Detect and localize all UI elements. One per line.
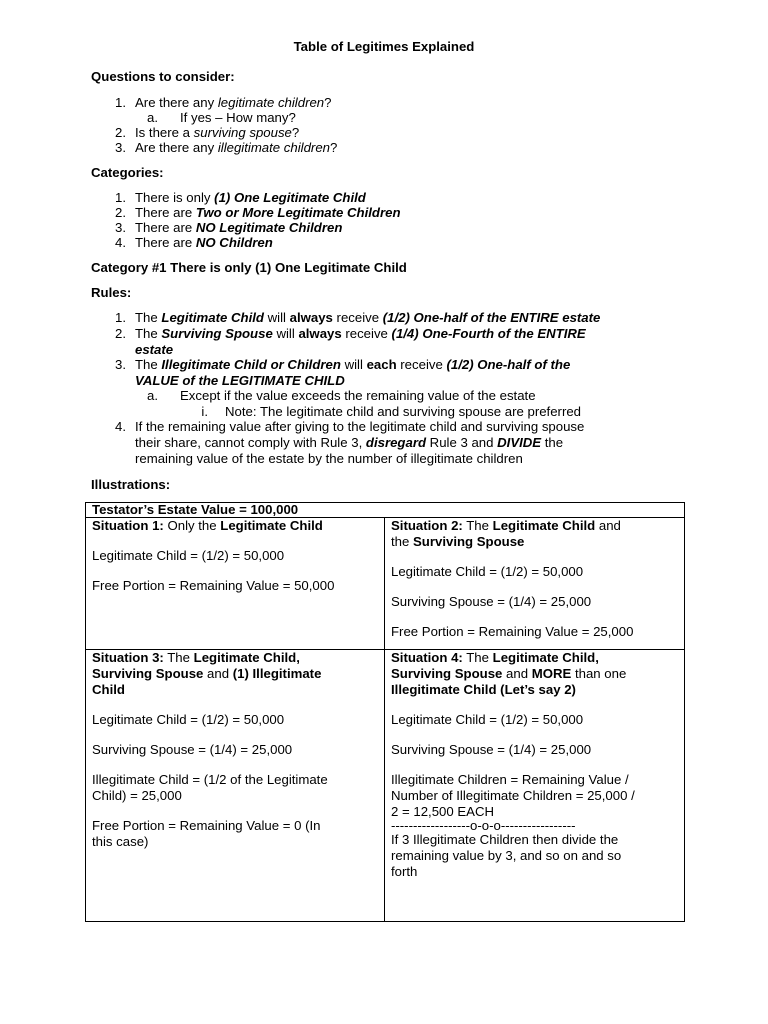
situation-4-note: If 3 Illegitimate Children then divide the (391, 832, 619, 847)
illustrations-heading: Illustrations: (91, 477, 171, 492)
list-number: 1. (115, 310, 126, 325)
situation-3-line: Legitimate Child = (1/2) = 50,000 (92, 712, 285, 727)
situation-3-title-continued: Surviving Spouse and (1) Illegitimate (92, 666, 322, 681)
situation-3-cell (86, 650, 385, 922)
list-item: Is there a surviving spouse? (135, 125, 300, 140)
situation-3-line: Surviving Spouse = (1/4) = 25,000 (92, 742, 293, 757)
category1-heading: Category #1 There is only (1) One Legitimate Child (91, 260, 407, 275)
situation-4-title-continued: Surviving Spouse and MORE than one (391, 666, 627, 681)
list-number: 4. (115, 235, 126, 250)
rule-3ai: Note: The legitimate child and surviving spouse are preferred (225, 404, 582, 419)
list-number: 2. (115, 205, 126, 220)
rule-4-line-2: their share, cannot comply with Rule 3, disregard Rule 3 and DIVIDE the (135, 435, 564, 450)
situation-4-title-end: Illegitimate Child (Let’s say 2) (391, 682, 576, 697)
list-number: 3. (115, 220, 126, 235)
rule-3a: Except if the value exceeds the remaining value of the estate (180, 388, 536, 403)
situation-4-title: Situation 4: The Legitimate Child, (391, 650, 599, 665)
list-number: 2. (115, 125, 126, 140)
rule-3: The Illegitimate Child or Children will each receive (1/2) One-half of the (135, 357, 571, 372)
list-item: There is only (1) One Legitimate Child (135, 190, 366, 205)
situation-2-cell (385, 518, 685, 650)
rule-4-line-1: If the remaining value after giving to the legitimate child and surviving spouse (135, 419, 585, 434)
list-number: 2. (115, 326, 126, 341)
situation-1-cell (86, 518, 385, 650)
situation-4-line: Legitimate Child = (1/2) = 50,000 (391, 712, 584, 727)
situation-3-illegitimate: Illegitimate Child = (1/2 of the Legitimate (92, 772, 328, 787)
situation-1-line: Legitimate Child = (1/2) = 50,000 (92, 548, 285, 563)
situation-4-divider: ------------------o-o-o----------------- (391, 818, 576, 833)
situation-2-title-continued: the Surviving Spouse (391, 534, 525, 549)
questions-heading: Questions to consider: (91, 69, 235, 84)
table-row (86, 503, 685, 518)
table-row (86, 518, 685, 650)
rules-heading: Rules: (91, 285, 132, 300)
list-item: There are NO Legitimate Children (135, 220, 343, 235)
list-item: Are there any legitimate children? (135, 95, 332, 110)
list-number: a. (147, 388, 158, 403)
situation-2-title: Situation 2: The Legitimate Child and (391, 518, 621, 533)
list-number: 1. (115, 95, 126, 110)
rule-2: The Surviving Spouse will always receive (1/4) One-Fourth of the ENTIRE (135, 326, 586, 341)
estate-value-header: Testator’s Estate Value = 100,000 (86, 503, 685, 518)
situation-1-line: Free Portion = Remaining Value = 50,000 (92, 578, 335, 593)
situation-2-line: Free Portion = Remaining Value = 25,000 (391, 624, 634, 639)
situation-4-illegitimate-continued: Number of Illegitimate Children = 25,000 / (391, 788, 635, 803)
illustrations-table (85, 502, 685, 922)
list-number: 4. (115, 419, 126, 434)
list-number: 1. (115, 190, 126, 205)
table-row (86, 650, 685, 922)
situation-3-free-portion: Free Portion = Remaining Value = 0 (In (92, 818, 321, 833)
situation-2-line: Legitimate Child = (1/2) = 50,000 (391, 564, 584, 579)
situation-4-cell (385, 650, 685, 922)
rule-4-line-3: remaining value of the estate by the number of illegitimate children (135, 451, 523, 466)
situation-4-line: Surviving Spouse = (1/4) = 25,000 (391, 742, 592, 757)
situation-1-title: Situation 1: Only the Legitimate Child (92, 518, 323, 533)
situation-4-note-end: forth (391, 864, 418, 879)
list-item: There are NO Children (135, 235, 273, 250)
situation-4-illegitimate: Illegitimate Children = Remaining Value / (391, 772, 629, 787)
rule-3-continued: VALUE of the LEGITIMATE CHILD (135, 373, 345, 388)
list-item: There are Two or More Legitimate Children (135, 205, 401, 220)
situation-3-illegitimate-continued: Child) = 25,000 (92, 788, 182, 803)
situation-3-title-end: Child (92, 682, 125, 697)
list-number: i. (201, 404, 208, 419)
list-item: Are there any illegitimate children? (135, 140, 338, 155)
situation-4-illegitimate-end: 2 = 12,500 EACH (391, 804, 495, 819)
rule-1: The Legitimate Child will always receive (1/2) One-half of the ENTIRE estate (135, 310, 601, 325)
document-title: Table of Legitimes Explained (293, 39, 475, 54)
list-number: a. (147, 110, 158, 125)
situation-2-line: Surviving Spouse = (1/4) = 25,000 (391, 594, 592, 609)
situation-3-free-portion-continued: this case) (92, 834, 149, 849)
situation-3-title: Situation 3: The Legitimate Child, (92, 650, 300, 665)
rule-2-continued: estate (135, 342, 174, 357)
list-number: 3. (115, 140, 126, 155)
list-number: 3. (115, 357, 126, 372)
situation-4-note-continued: remaining value by 3, and so on and so (391, 848, 622, 863)
list-item: If yes – How many? (180, 110, 296, 125)
categories-heading: Categories: (91, 165, 164, 180)
